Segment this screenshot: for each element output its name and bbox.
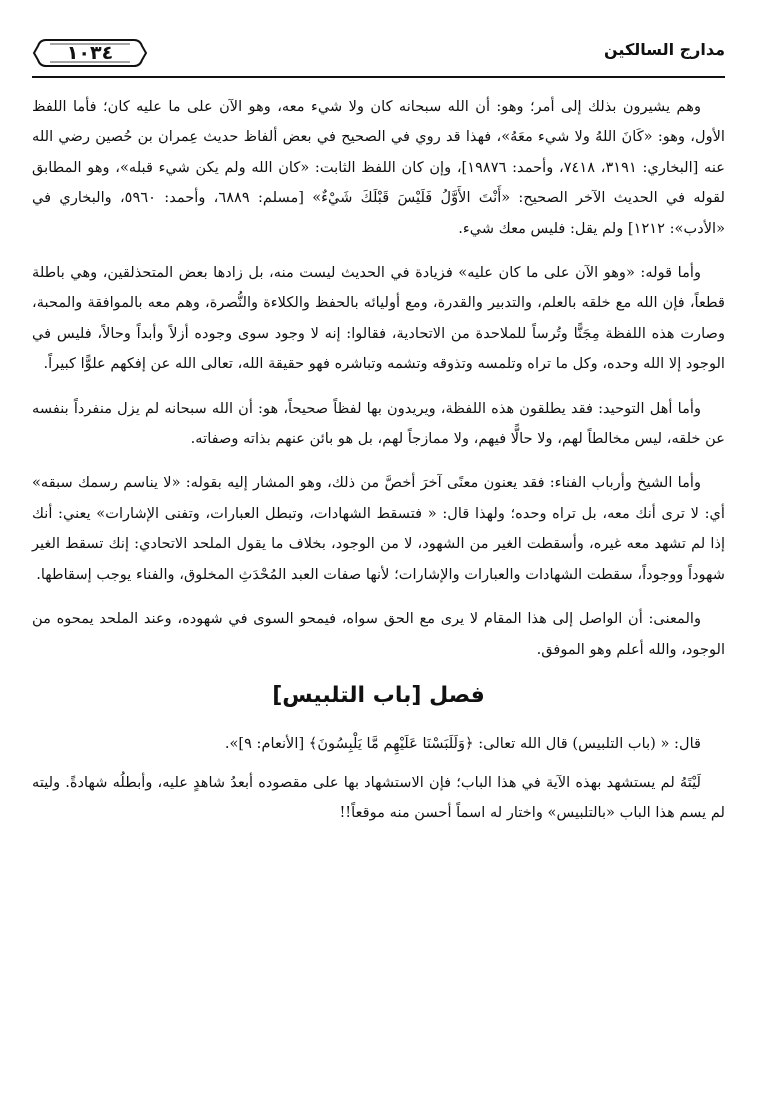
page-number: ١٠٣٤	[66, 42, 114, 64]
header-divider	[32, 76, 725, 78]
paragraph: والمعنى: أن الواصل إلى هذا المقام لا يرى مع الحق سواه، فيمحو السوى في شهوده، وعند الملحد يمحوه من الوجود، والله أعلم وهو الموفق.	[32, 610, 725, 658]
page-body	[32, 92, 725, 837]
paragraph: لَيْتَهُ لم يستشهد بهذه الآية في هذا الباب؛ فإن الاستشهاد بها على مقصوده أبعدُ شاهدٍ عليه، وأبطلُه شهادةً. وليته لم يسم هذا الباب «بالتلبيس» واختار له اسماً أحسن منه موقعاً!!	[32, 773, 725, 822]
paragraph: وأما أهل التوحيد: فقد يطلقون هذه اللفظة، ويريدون بها لفظاً صحيحاً، هو: أن الله سبحانه لم يزل منفرداً بنفسه عن خلقه، ليس مخالطاً لهم، ولا حالًّا فيهم، ولا ممازجاً لهم، بل هو بائن عنهم بذاته وصفاته.	[32, 399, 725, 448]
paragraph: قال: « (باب التلبيس) قال الله تعالى: ﴿وَلَلَبَسْنَا عَلَيْهِم مَّا يَلْبِسُونَ﴾ [الأنعام: ٩]».	[224, 735, 701, 753]
book-title: مدارج السالكين	[604, 40, 725, 59]
page-number-frame	[32, 38, 148, 68]
page-header	[32, 34, 725, 78]
paragraph: وهم يشيرون بذلك إلى أمر؛ وهو: أن الله سبحانه كان ولا شيء معه، وهو الآن على ما عليه كان؛ فأما اللفظ الأول، وهو: «كَانَ اللهُ ولا شيء معَهُ»، فهذا قد روي في الصحيح في بعض ألفاظ حديث عِمران بن حُصين رضي الله عنه [البخاري: ٣١٩١، ٧٤١٨، وأحمد: ١٩٨٧٦]، وإن كان اللفظ الثابت: «كان الله ولم يكن شيء قبله»، وهو المطابق لقوله في الحديث الآخر الصحيح: «أَنْتَ الأَوَّلُ فَلَيْسَ قَبْلَكَ شَيْءٌ» [مسلم: ٦٨٨٩، وأحمد: ٥٩٦٠، والبخاري في «الأدب»: ١٢١٢] ولم يقل: فليس معك شيء.	[32, 98, 725, 237]
paragraph: وأما الشيخ وأرباب الفناء: فقد يعنون معنًى آخرَ أخصَّ من ذلك، وهو المشار إليه بقوله: «لا يناسم رسمك سبقه» أي: لا ترى أنك معه، بل تراه وحده؛ ولهذا قال: « فتسقط الشهادات، وتبطل العبارات، وتفنى الإشارات» يعني: أنك إذا لم تشهد معه غيره، وأسقطت الغير من الشهود، لا من الوجود، بخلاف ما يقول الملحد الاتحادي: إنك تسقط الغير شهوداً ووجوداً، سقطت الشهادات والعبارات والإشارات؛ لأنها صفات العبد المُحْدَثِ المخلوق، والفناء يوجب إسقاطها.	[32, 474, 725, 583]
paragraph: وأما قوله: «وهو الآن على ما كان عليه» فزيادة في الحديث ليست منه، بل زادها بعض المتحذلقين، وهي باطلة قطعاً، فإن الله مع خلقه بالعلم، والتدبير والقدرة، ومع أوليائه بالحفظ والكلاءة والنُّصرة، وهم معه بالموافقة والمحبة، وصارت هذه اللفظة مِجَنًّا وتُرساً للملاحدة من الاتحادية، فقالوا: إنه لا وجود سوى وجوده أزلاً وأبداً وحالاً، فليس في الوجود إلا الله وحده، وكل ما تراه وتلمسه وتذوقه وتشمه وتباشره فهو حقيقة الله، تعالى الله عن إفكهم علوًّا كبيراً.	[32, 264, 725, 373]
section-heading: فصل [باب التلبيس]	[272, 682, 485, 708]
